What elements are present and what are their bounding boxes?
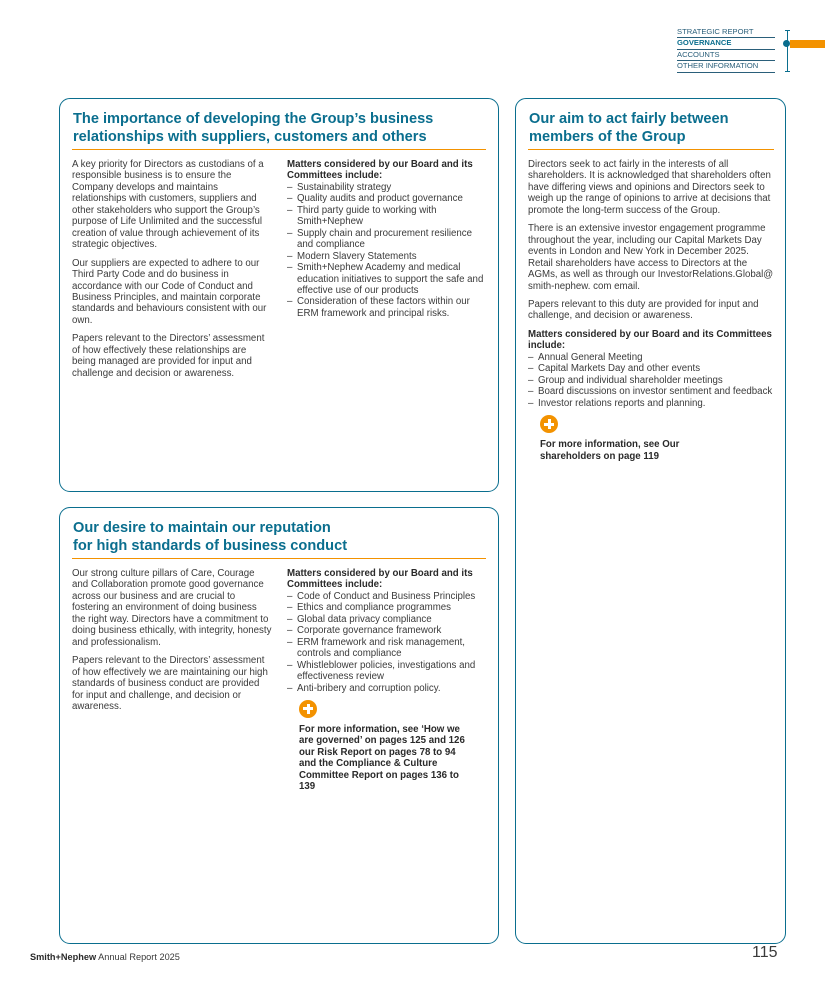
panel-left-column: [72, 568, 272, 719]
more-info-link[interactable]: For more information, see ‘How we are governed’ on pages 125 and 126 our Risk Report on pages 78 to 94 and the Compliance & Culture Committee Report on pages 136 to 139: [299, 723, 465, 793]
list-item: – Modern Slavery Statements: [287, 251, 487, 262]
paragraph: There is an extensive investor engagement programme throughout the year, including our Capital Markets Day events in London and New York in December 2025. Retail shareholders have access to Directors at the AGMs, as well as through our InvestorRelations.Global@ smith-nephew. com email.: [528, 223, 774, 292]
list-item: – Global data privacy compliance: [287, 614, 487, 625]
business-conduct-panel: [59, 507, 499, 944]
nav-governance[interactable]: GOVERNANCE: [677, 38, 775, 49]
panel-right-column: [287, 159, 487, 319]
paragraph: Papers relevant to the Directors’ assessment of how effectively these relationships are being managed are provided for input and challenge and decision or awareness.: [72, 333, 265, 379]
title-rule: [528, 149, 774, 150]
nav-indicator-tick: [785, 71, 790, 72]
paragraph: Papers relevant to the Directors’ assessment of how effectively we are maintaining our high standards of business conduct are provided for input and challenge, and decision or awareness.: [72, 655, 268, 712]
matters-heading: Matters considered by our Board and its Committees include:: [287, 568, 473, 591]
list-item: – Whistleblower policies, investigations and effectiveness review: [287, 660, 487, 683]
page-number: 115: [752, 944, 778, 961]
footer-brand: [30, 952, 180, 962]
panel-left-column: [72, 159, 272, 386]
list-item: – Smith+Nephew Academy and medical education initiatives to support the safe and effective use of our products: [287, 262, 487, 296]
list-item: – Quality audits and product governance: [287, 193, 487, 204]
list-item: – Group and individual shareholder meetings: [528, 375, 774, 386]
panel-title: Our desire to maintain our reputation for high standards of business conduct: [73, 520, 348, 554]
list-item: – Board discussions on investor sentiment and feedback: [528, 386, 774, 397]
brand-name: Smith+Nephew: [30, 952, 97, 962]
fair-treatment-panel: [515, 98, 786, 944]
paragraph: Our suppliers are expected to adhere to our Third Party Code and do business in accordance with our Code of Conduct and Business Principles, and maintain corporate standards and behaviours consistent with our own.: [72, 257, 267, 326]
matters-heading: Matters considered by our Board and its Committees include:: [287, 159, 473, 182]
nav-strategic-report[interactable]: STRATEGIC REPORT: [677, 27, 775, 38]
list-item: – Capital Markets Day and other events: [528, 363, 774, 374]
suppliers-customers-panel: [59, 98, 499, 492]
more-info-callout: [528, 415, 730, 462]
list-item: – Annual General Meeting: [528, 352, 774, 363]
list-item: – Corporate governance framework: [287, 625, 487, 636]
list-item: – Anti-bribery and corruption policy.: [287, 683, 487, 694]
nav-active-bar: [790, 40, 825, 48]
title-rule: [72, 558, 486, 559]
paragraph: A key priority for Directors as custodians of a responsible business is to ensure the Company develops and maintains relationships with customers, suppliers and other stakeholders who support the Group’s purpose of Life Unlimited and the successful creation of value through achievement of its strategic objectives.: [72, 159, 264, 251]
title-rule: [72, 149, 486, 150]
panel-column: [528, 159, 774, 462]
plus-icon: [540, 415, 558, 433]
nav-indicator-tick: [785, 30, 790, 31]
panel-title: Our aim to act fairly between members of the Group: [529, 111, 729, 145]
paragraph: Our strong culture pillars of Care, Courage and Collaboration promote good governance across our business and are crucial to fostering an environment of doing business the right way. Directors have a commitment to doing business ethically, with integrity, honesty and professionalism.: [72, 568, 272, 648]
matters-list: [287, 182, 487, 319]
plus-icon: [299, 700, 317, 718]
panel-title: The importance of developing the Group’s business relationships with suppliers, customers and others: [73, 111, 434, 145]
more-info-link[interactable]: For more information, see Our shareholders on page 119: [540, 439, 680, 462]
nav-other-information[interactable]: OTHER INFORMATION: [677, 61, 775, 72]
matters-list: [528, 352, 774, 409]
more-info-callout: [287, 700, 467, 793]
nav-indicator-dot: [783, 40, 790, 47]
panel-right-column: [287, 568, 487, 793]
list-item: – Investor relations reports and planning.: [528, 398, 774, 409]
list-item: – Sustainability strategy: [287, 182, 487, 193]
matters-list: [287, 591, 487, 694]
list-item: – Code of Conduct and Business Principles: [287, 591, 487, 602]
list-item: – ERM framework and risk management, controls and compliance: [287, 637, 487, 660]
nav-indicator-line: [787, 30, 788, 72]
list-item: – Supply chain and procurement resilience and compliance: [287, 228, 487, 251]
list-item: – Third party guide to working with Smith+Nephew: [287, 205, 487, 228]
nav-accounts[interactable]: ACCOUNTS: [677, 50, 775, 61]
paragraph: Papers relevant to this duty are provided for input and challenge, and decision or awareness.: [528, 298, 759, 322]
matters-heading: Matters considered by our Board and its Committees include:: [528, 328, 772, 352]
section-nav: [677, 27, 775, 73]
list-item: – Ethics and compliance programmes: [287, 602, 487, 613]
list-item: – Consideration of these factors within our ERM framework and principal risks.: [287, 296, 487, 319]
paragraph: Directors seek to act fairly in the interests of all shareholders. It is acknowledged that shareholders often have differing views and opinions and Directors seek to weigh up the range of opinions to arrive at decisions that promote the long-term success of the Group.: [528, 159, 771, 216]
report-title: Annual Report 2025: [98, 952, 180, 962]
